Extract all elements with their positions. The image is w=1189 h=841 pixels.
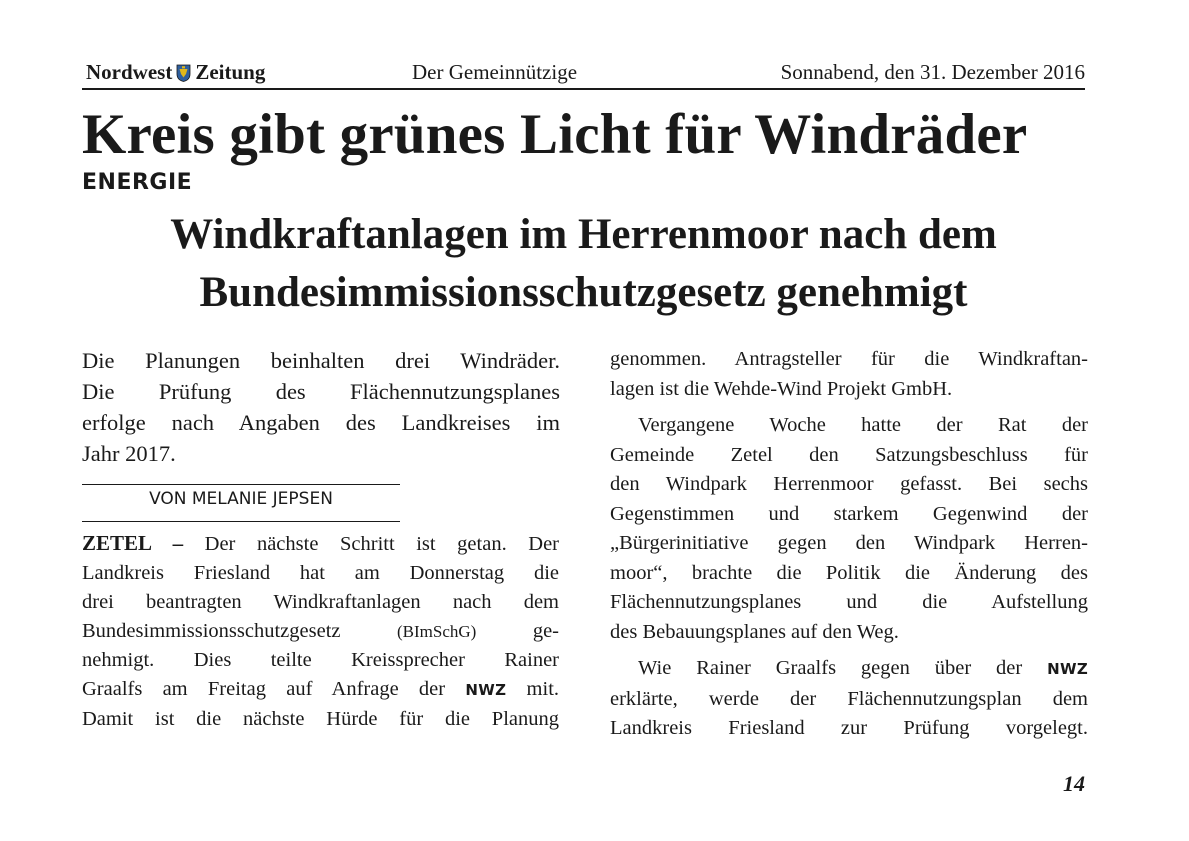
topic-label: ENERGIE xyxy=(82,170,193,195)
paragraph xyxy=(610,345,1088,404)
body-line: Flächennutzungsplanes und die Aufstellung xyxy=(610,591,1088,613)
coat-of-arms-icon xyxy=(176,64,191,82)
issue-date: Sonnabend, den 31. Dezember 2016 xyxy=(780,60,1085,84)
body-line: Vergangene Woche hatte der Rat der xyxy=(638,414,1088,436)
lead-line: Die Planungen beinhalten drei Windräder. xyxy=(82,348,560,373)
body-line: drei beantragten Windkraftanlagen nach dem xyxy=(82,591,559,613)
body-line: ZETEL – Der nächste Schritt ist getan. Der xyxy=(82,531,559,555)
section-title: Der Gemeinnützige xyxy=(412,60,578,84)
body-line: moor“, brachte die Politik die Änderung des xyxy=(610,561,1088,584)
article-body-right-column xyxy=(610,345,1088,744)
byline-rule-bottom xyxy=(82,521,400,522)
brand-nwz: NWZ xyxy=(465,681,507,699)
masthead-rule xyxy=(82,88,1085,90)
body-line: Bundesimmissionsschutzgesetz (BImSchG) ge- xyxy=(82,620,559,642)
dateline: ZETEL – xyxy=(82,531,184,555)
article-body-left-column xyxy=(82,529,559,734)
body-line: Damit ist die nächste Hürde für die Planung xyxy=(82,708,559,730)
article-lead xyxy=(82,345,560,469)
body-line: des Bebauungsplanes auf den Weg. xyxy=(610,620,899,643)
body-line: Graalfs am Freitag auf Anfrage der NWZ mit. xyxy=(82,678,560,700)
headline: Kreis gibt grünes Licht für Windräder xyxy=(82,103,1028,166)
byline-rule-top xyxy=(82,484,400,485)
subheadline-line: Bundesimmissionsschutzgesetz genehmigt xyxy=(199,269,968,316)
body-line: Gegenstimmen und starkem Gegenwind der xyxy=(610,502,1088,525)
lead-line: Jahr 2017. xyxy=(82,441,176,466)
body-line: Landkreis Friesland hat am Donnerstag die xyxy=(82,562,559,584)
body-line: Wie Rainer Graalfs gegen über der NWZ xyxy=(638,657,1089,679)
body-line: Landkreis Friesland zur Prüfung vorgelegt. xyxy=(610,717,1088,739)
masthead xyxy=(82,58,1085,88)
byline: VON MELANIE JEPSEN xyxy=(149,489,333,509)
subheadline-line: Windkraftanlagen im Herrenmoor nach dem xyxy=(170,211,997,258)
lead-line: erfolge nach Angaben des Landkreises im xyxy=(82,410,560,435)
lead-line: Die Prüfung des Flächennutzungsplanes xyxy=(82,379,560,404)
body-line: Gemeinde Zetel den Satzungsbeschluss für xyxy=(610,443,1088,466)
law-abbreviation: (BImSchG) xyxy=(397,622,477,641)
newspaper-name-part2: Zeitung xyxy=(195,60,266,84)
subheadline xyxy=(82,206,1085,322)
body-line: lagen ist die Wehde-Wind Projekt GmbH. xyxy=(610,377,953,400)
body-line: erklärte, werde der Flächennutzungsplan dem xyxy=(610,687,1088,710)
brand-nwz: NWZ xyxy=(1047,660,1089,678)
body-line: genommen. Antragsteller für die Windkraftan- xyxy=(610,348,1088,370)
newspaper-name xyxy=(86,60,265,85)
page-number: 14 xyxy=(1063,771,1085,796)
body-line: „Bürgerinitiative gegen den Windpark Herren- xyxy=(610,532,1088,554)
body-line: den Windpark Herrenmoor gefasst. Bei sechs xyxy=(610,473,1088,495)
paragraph xyxy=(610,654,1088,744)
body-line: nehmigt. Dies teilte Kreissprecher Rainer xyxy=(82,649,559,671)
paragraph xyxy=(610,411,1088,647)
newspaper-name-part1: Nordwest xyxy=(86,60,173,84)
